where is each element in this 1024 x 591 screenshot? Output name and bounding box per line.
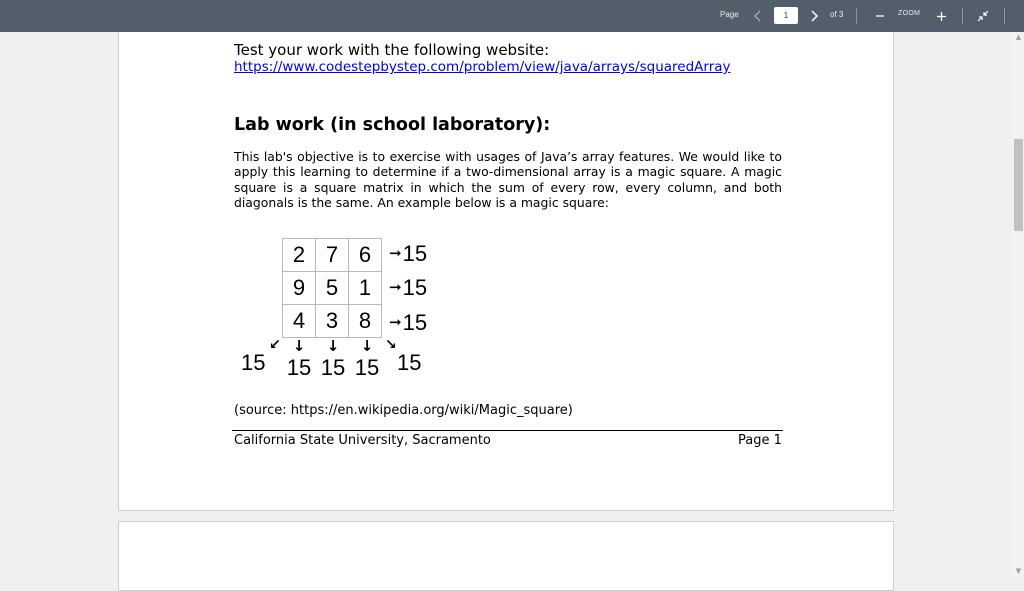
vertical-scrollbar[interactable]	[1012, 32, 1024, 576]
row-sum	[389, 241, 427, 267]
lab-paragraph: This lab's objective is to exercise with usages of Java’s array features. We would like to apply this learning to determine if a two-dimensional array is a magic square. A magic square is a square matrix in which the sum of every row, every column, and both diagonals is the same. An example below is a magic square:	[234, 149, 782, 211]
chevron-right-icon[interactable]	[804, 6, 824, 26]
test-website-link[interactable]: https://www.codestepbystep.com/problem/view/java/arrays/squaredArray	[234, 59, 731, 75]
row-sum	[389, 310, 427, 336]
scroll-up-icon[interactable]: ▲	[1015, 33, 1022, 41]
column-sum: 15	[320, 355, 346, 380]
grid-cell: 9	[283, 272, 316, 305]
figure-source: (source: https://en.wikipedia.org/wiki/Magic_square)	[234, 403, 573, 418]
magic-square-grid	[282, 238, 382, 338]
document-page-1	[118, 32, 894, 511]
grid-cell: 2	[283, 239, 316, 272]
page-number-input[interactable]	[774, 7, 798, 24]
arrow-down-left-icon: ↙	[269, 337, 281, 353]
zoom-out-icon[interactable]	[870, 6, 890, 26]
arrow-right-icon: ➞	[389, 279, 402, 296]
arrow-down-icon: ↓	[326, 337, 340, 355]
diagonal-sum-right: 15	[397, 350, 422, 375]
page-label: Page	[720, 10, 739, 19]
toolbar-divider	[962, 8, 963, 24]
test-instruction: Test your work with the following website:	[234, 41, 550, 59]
grid-cell: 1	[349, 272, 382, 305]
toolbar-divider	[1004, 8, 1005, 24]
toolbar-divider	[856, 8, 857, 24]
row-sum-value: 15	[402, 241, 428, 266]
chevron-left-icon[interactable]	[748, 6, 768, 26]
grid-cell: 3	[316, 305, 349, 338]
diagonal-sum-left: 15	[241, 350, 266, 375]
collapse-icon[interactable]	[973, 6, 993, 26]
footer-divider	[232, 430, 783, 431]
grid-cell: 5	[316, 272, 349, 305]
arrow-down-icon: ↓	[292, 337, 306, 355]
column-sum: 15	[354, 355, 380, 380]
row-sum	[389, 275, 427, 301]
grid-cell: 7	[316, 239, 349, 272]
scrollbar-thumb[interactable]	[1014, 139, 1023, 231]
arrow-right-icon: ➞	[389, 245, 402, 262]
arrow-down-right-icon: ↘	[385, 337, 397, 353]
scroll-down-icon[interactable]: ▼	[1015, 567, 1022, 575]
arrow-right-icon: ➞	[389, 314, 402, 331]
footer-university: California State University, Sacramento	[234, 433, 491, 448]
page-count: of 3	[830, 10, 844, 19]
zoom-in-icon[interactable]	[931, 6, 951, 26]
magic-square-figure	[239, 228, 439, 388]
column-sum: 15	[286, 355, 312, 380]
document-page-2	[118, 521, 894, 591]
grid-cell: 6	[349, 239, 382, 272]
footer-page-number: Page 1	[738, 433, 782, 448]
arrow-down-icon: ↓	[360, 337, 374, 355]
grid-cell: 4	[283, 305, 316, 338]
section-heading: Lab work (in school laboratory):	[234, 115, 551, 135]
row-sum-value: 15	[402, 310, 428, 335]
viewer-toolbar	[0, 0, 1024, 32]
grid-cell: 8	[349, 305, 382, 338]
row-sum-value: 15	[402, 275, 428, 300]
zoom-label: ZOOM	[898, 10, 921, 17]
